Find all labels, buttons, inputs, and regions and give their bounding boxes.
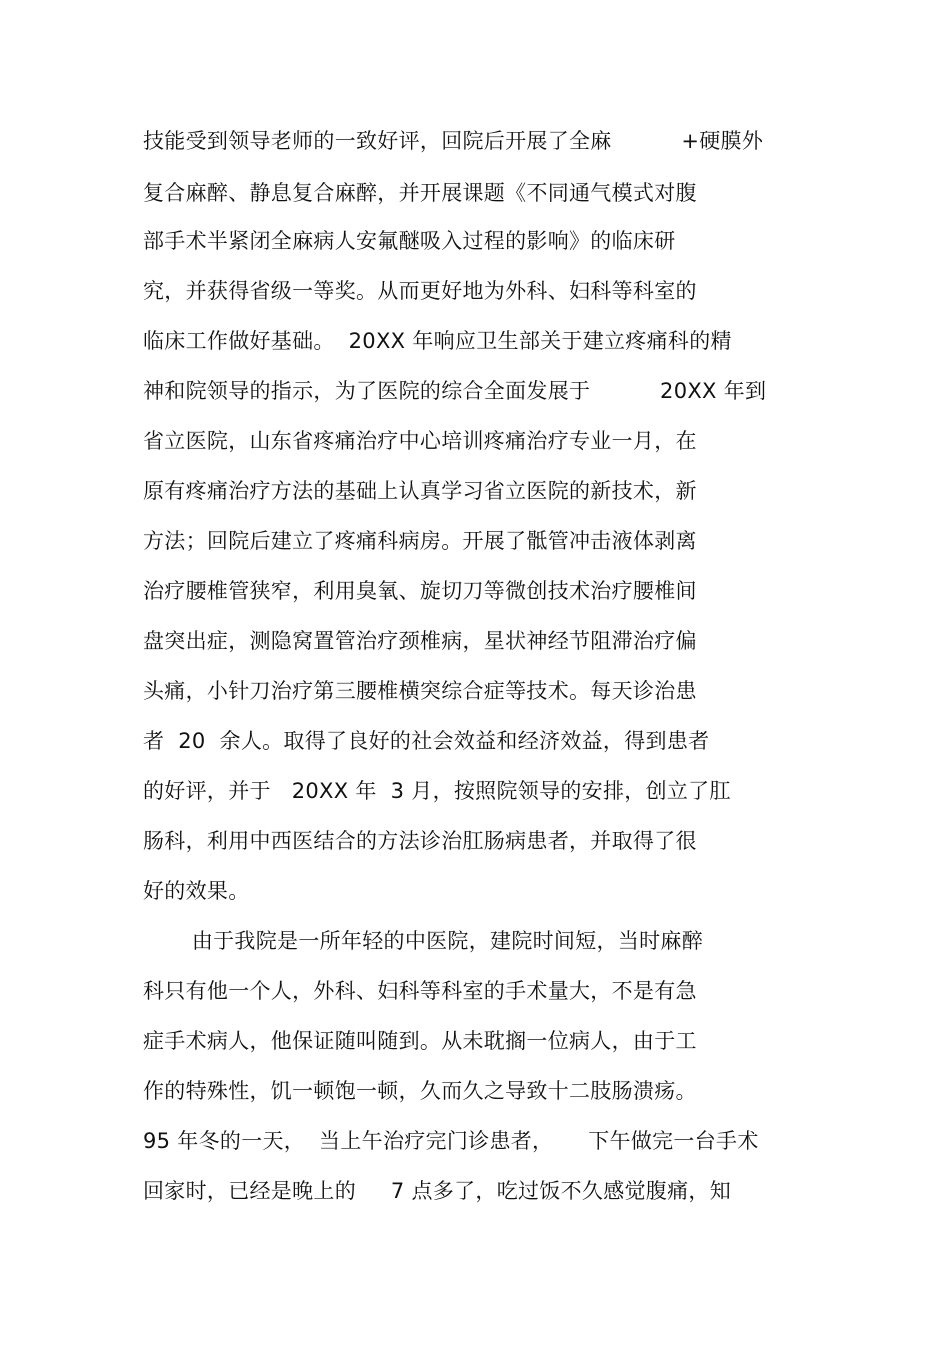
text-line: 复合麻醉、静息复合麻醉，并开展课题《不同通气模式对腹	[143, 181, 697, 205]
text-line: 作的特殊性，饥一顿饱一顿，久而久之导致十二肢肠溃疡。	[143, 1079, 697, 1103]
text-line: 技能受到领导老师的一致好评，回院后开展了全麻 +硬膜外	[143, 129, 764, 153]
text-line: 临床工作做好基础。 20XX 年响应卫生部关于建立疼痛科的精	[143, 329, 732, 353]
text-line: 方法；回院后建立了疼痛科病房。开展了骶管冲击液体剥离	[143, 529, 697, 553]
text-line: 症手术病人，他保证随叫随到。从未耽搁一位病人，由于工	[143, 1029, 697, 1053]
text-line: 部手术半紧闭全麻病人安氟醚吸入过程的影响》的临床研	[143, 229, 676, 253]
text-line: 科只有他一个人，外科、妇科等科室的手术量大，不是有急	[143, 979, 697, 1003]
text-line: 者 20 余人。取得了良好的社会效益和经济效益，得到患者	[143, 729, 710, 753]
text-line: 的好评，并于 20XX 年 3 月，按照院领导的安排，创立了肛	[143, 779, 731, 803]
text-line: 神和院领导的指示，为了医院的综合全面发展于 20XX 年到	[143, 379, 767, 403]
text-line: 肠科，利用中西医结合的方法诊治肛肠病患者，并取得了很	[143, 829, 697, 853]
text-line: 回家时，已经是晚上的 7 点多了，吃过饭不久感觉腹痛，知	[143, 1179, 732, 1203]
text-line: 头痛，小针刀治疗第三腰椎横突综合症等技术。每天诊治患	[143, 679, 697, 703]
text-line: 盘突出症，测隐窝置管治疗颈椎病，星状神经节阻滞治疗偏	[143, 629, 697, 653]
paragraph-start-line: 由于我院是一所年轻的中医院，建院时间短，当时麻醉	[143, 929, 704, 953]
text-line: 原有疼痛治疗方法的基础上认真学习省立医院的新技术，新	[143, 479, 697, 503]
text-line: 好的效果。	[143, 879, 250, 903]
text-line: 省立医院，山东省疼痛治疗中心培训疼痛治疗专业一月，在	[143, 429, 697, 453]
text-line: 治疗腰椎管狭窄，利用臭氧、旋切刀等微创技术治疗腰椎间	[143, 579, 697, 603]
text-line: 95 年冬的一天， 当上午治疗完门诊患者， 下午做完一台手术	[143, 1129, 759, 1153]
text-line: 究，并获得省级一等奖。从而更好地为外科、妇科等科室的	[143, 279, 697, 303]
